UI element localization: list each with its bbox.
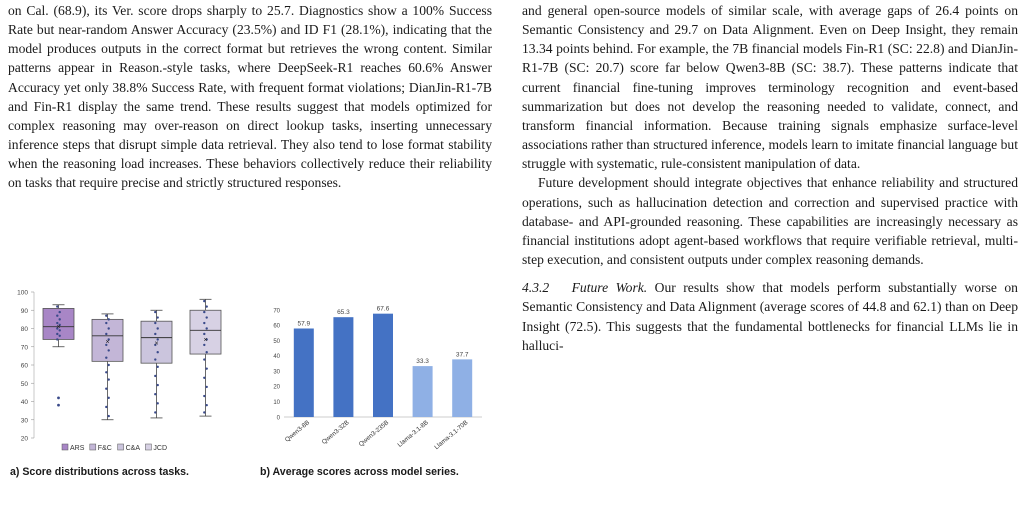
mean-marker: ×: [154, 340, 159, 348]
y-tick-label: 0: [276, 415, 280, 422]
legend-swatch: [118, 444, 124, 450]
data-point: [154, 358, 156, 360]
data-point: [157, 366, 159, 368]
data-point: [203, 322, 205, 324]
data-point: [108, 378, 110, 380]
y-tick-label: 60: [273, 323, 280, 330]
mean-marker: ×: [56, 324, 61, 332]
data-point: [203, 311, 205, 313]
bar-value-label: 65.3: [337, 309, 350, 317]
mean-marker: ×: [203, 336, 208, 344]
legend-label: ARS: [70, 445, 85, 452]
data-point: [206, 404, 208, 406]
data-point: [105, 357, 107, 359]
bar-4: [452, 359, 472, 417]
section-number: 4.3.2: [522, 280, 550, 296]
data-point: [154, 393, 156, 395]
mean-marker: ×: [105, 338, 110, 346]
y-tick-label: 30: [273, 369, 280, 376]
data-point: [105, 406, 107, 408]
bar-chart: [250, 282, 490, 458]
left-column: [8, 0, 492, 193]
data-point: [154, 375, 156, 377]
right-paragraph-1: and general open-source models of similar scale, with average gaps of 26.4 points on Semantic Consistency and 29.7 on Data Alignment. Even on Deep Insight, they remain 13.34 points behind. For example, the 7B financial models Fin-R1 (SC: 22.8) and DianJin-R1-7B (SC: 20.7) score far below Qwen3-8B (SC: 38.7). These patterns indicate that current financial fine-tuning improves terminology recognition and event-based summarization but does not develop the reasoning needed to validate, connect, and transform financial information. Because training signals emphasize surface-level associations rather than structured inference, models learn to imitate financial language but struggle with systematic, rule-consistent manipulation of data.: [522, 3, 1018, 172]
data-point: [108, 364, 110, 366]
data-point: [59, 335, 61, 337]
bar-1: [333, 317, 353, 417]
y-tick-label: 70: [20, 344, 28, 352]
y-tick-label: 20: [20, 435, 28, 443]
y-tick-label: 80: [20, 326, 28, 333]
data-point: [206, 305, 208, 307]
caption-a: a) Score distributions across tasks.: [10, 466, 189, 478]
y-tick-label: 40: [20, 399, 28, 406]
y-tick-label: 40: [273, 354, 280, 361]
data-point: [56, 333, 58, 335]
legend-swatch: [90, 444, 96, 450]
bar-value-label: 37.7: [455, 351, 469, 359]
data-point: [154, 311, 156, 313]
data-point: [105, 388, 107, 390]
data-point: [105, 315, 107, 317]
data-point: [154, 333, 156, 335]
caption-b: b) Average scores across model series.: [260, 466, 459, 478]
right-paragraph-2: Future development should integrate objectives that enhance reliability and structured operations, such as hallucination detection and correction and supervised practice with database- and API-grounded reasoning. These capabilities are increasingly necessary as financial institutions adopt agent-based workflows that require verifiable retrieval, multi-step execution, and consistent outputs under complex reasoning demands.: [522, 175, 1018, 268]
x-tick-label: Qwen3-8B: [283, 419, 312, 444]
data-point: [56, 338, 58, 340]
data-point: [105, 322, 107, 324]
data-point: [154, 411, 156, 413]
y-tick-label: 50: [273, 338, 280, 345]
y-tick-label: 100: [17, 289, 28, 297]
bar-0: [294, 328, 314, 417]
legend-label: JCD: [153, 445, 168, 452]
data-point: [108, 349, 110, 351]
bar-3: [413, 366, 433, 417]
data-point: [203, 300, 205, 302]
data-point: [206, 316, 208, 318]
data-point: [154, 322, 156, 324]
data-point: [56, 315, 58, 317]
y-tick-label: 50: [20, 380, 28, 388]
right-column: [522, 0, 1018, 355]
box-jcd: [190, 310, 221, 354]
bar-value-label: 57.9: [297, 320, 311, 328]
data-point: [59, 311, 61, 313]
legend-swatch: [62, 444, 68, 450]
data-point: [105, 333, 107, 335]
y-tick-label: 90: [20, 307, 28, 315]
data-point: [203, 333, 205, 335]
x-tick-label: Llama-3.1-70B: [433, 419, 470, 452]
bar-value-label: 33.3: [416, 358, 429, 366]
legend-swatch: [145, 444, 151, 450]
data-point: [203, 411, 205, 413]
data-point: [157, 384, 159, 386]
data-point: [206, 327, 208, 329]
data-point: [157, 327, 159, 329]
right-paragraph-3: [522, 278, 1018, 355]
legend-label: F&C: [97, 445, 112, 452]
data-point: [108, 397, 110, 399]
data-point: [157, 402, 159, 404]
data-point: [59, 318, 61, 320]
y-tick-label: 60: [20, 362, 28, 370]
data-point: [157, 351, 159, 353]
section-title: Future Work.: [571, 280, 648, 296]
x-tick-label: Qwen3-32B: [320, 419, 351, 446]
y-tick-label: 30: [20, 417, 28, 425]
data-point: [206, 351, 208, 353]
outlier-point: [57, 404, 60, 407]
data-point: [206, 386, 208, 388]
legend-label: C&A: [125, 445, 141, 452]
box-plot: [0, 282, 240, 458]
x-tick-label: Qwen3-235B: [357, 419, 391, 449]
left-paragraph: on Cal. (68.9), its Ver. score drops sharply to 25.7. Diagnostics show a 100% Success Rate but near-random Answer Accuracy (23.5%) and ID F1 (28.1%), indicating that the model produces outputs in the correct format but retrieves the wrong content. Similar patterns appear in Reason.-style tasks, where DeepSeek-R1 reaches 60.6% Answer Accuracy yet only 38.8% Success Rate, with frequent format violations; DianJin-R1-7B and Fin-R1 display the same trend. These results suggest that models optimized for complex reasoning may over-reason on direct lookup tasks, inserting unnecessary inference steps that disrupt simple data retrieval. They also tend to lose format stability when the reasoning load increases. These behaviors collectively reduce their reliability on tasks that require precise and strictly structured responses.: [8, 3, 492, 191]
y-tick-label: 20: [273, 384, 280, 391]
data-point: [206, 367, 208, 369]
x-tick-label: Llama-3.1-8B: [396, 419, 430, 449]
data-point: [203, 395, 205, 397]
bar-2: [373, 314, 393, 417]
data-point: [108, 318, 110, 320]
data-point: [108, 327, 110, 329]
data-point: [157, 316, 159, 318]
section-body: Our results show that models perform substantially worse on Semantic Consistency and Data Alignment (average scores of 44.8 and 62.1) than on Deep Insight (72.5). This suggests that the fundamental bottlenecks for financial LLMs lie in halluci-: [522, 280, 1018, 353]
bar-value-label: 67.6: [376, 305, 390, 313]
outlier-point: [57, 396, 60, 399]
data-point: [105, 371, 107, 373]
y-tick-label: 70: [273, 308, 280, 315]
data-point: [203, 344, 205, 346]
data-point: [203, 358, 205, 360]
data-point: [203, 377, 205, 379]
data-point: [56, 305, 58, 307]
y-tick-label: 10: [273, 400, 280, 407]
data-point: [108, 415, 110, 417]
